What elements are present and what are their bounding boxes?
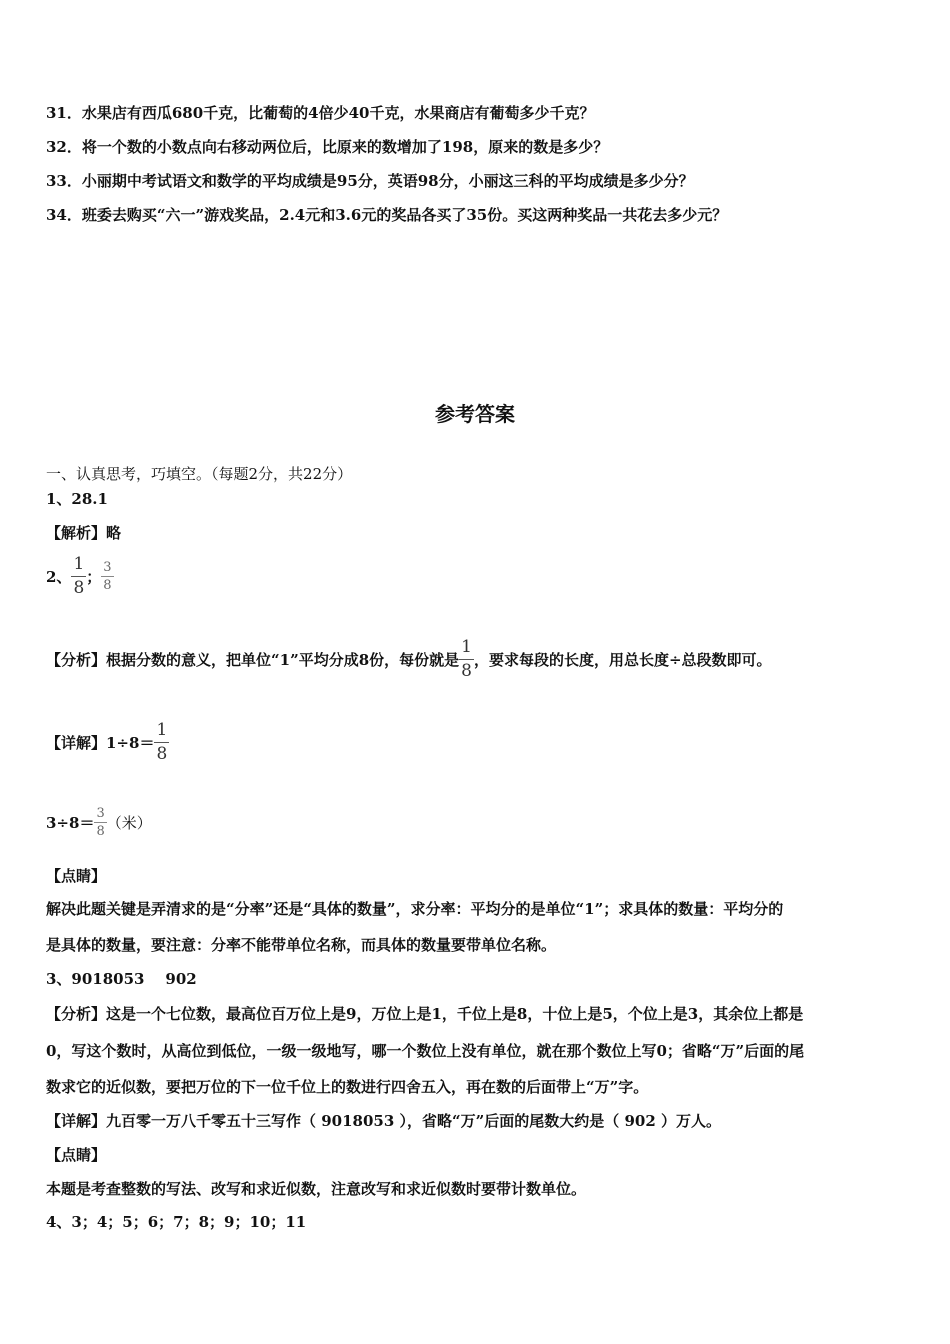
- fraction-numerator: 3: [103, 560, 112, 575]
- fraction-bar: [459, 659, 474, 660]
- fraction-denominator: 8: [156, 744, 168, 764]
- answer-2-key-line-2: 是具体的数量，要注意：分率不能带单位名称，而具体的数量要带单位名称。: [46, 936, 557, 954]
- answer-2-step-2: [46, 807, 152, 838]
- question-31: 31．水果店有西瓜680千克，比葡萄的4倍少40千克，水果商店有葡萄多少千克？: [46, 104, 595, 122]
- answer-2-step-2-fraction: [94, 807, 106, 838]
- fraction-numerator: 1: [73, 554, 85, 574]
- answer-3-key-text: 本题是考查整数的写法、改写和求近似数，注意改写和求近似数时要带计数单位。: [46, 1180, 587, 1198]
- answer-2-fraction-1: [71, 556, 86, 597]
- answer-2-detail: [46, 722, 169, 763]
- fraction-numerator: 1: [461, 637, 472, 657]
- answer-1-label: 1、28.1: [46, 490, 108, 508]
- fraction-bar: [101, 576, 113, 577]
- answer-2-analysis-after: ，要求每段的长度，用总长度÷总段数即可。: [473, 651, 772, 669]
- answer-2-fraction-2: [101, 561, 113, 592]
- answer-3-analysis-line-1: 【分析】这是一个七位数，最高位百万位上是9，万位上是1，千位上是8，十位上是5，个位上是3，其余位上都是: [46, 1005, 804, 1023]
- answer-3-key-label: 【点睛】: [46, 1146, 107, 1164]
- fraction-denominator: 8: [96, 824, 105, 839]
- answer-2-detail-text: 【详解】1÷8＝: [46, 734, 155, 752]
- answer-2-key-label: 【点睛】: [46, 867, 107, 885]
- answer-2-label: [46, 556, 114, 597]
- answer-2-separator: ；: [86, 568, 102, 586]
- answer-2-detail-fraction: [154, 722, 169, 763]
- answer-2-analysis-fraction: [459, 639, 474, 680]
- fraction-bar: [154, 742, 169, 743]
- fraction-numerator: 1: [156, 720, 168, 740]
- answer-4-label: 4、3；4；5；6；7；8；9；10；11: [46, 1213, 307, 1231]
- answer-3-label: 3、9018053 902: [46, 970, 197, 988]
- answer-2-step-2-unit: （米）: [106, 814, 152, 832]
- fraction-denominator: 8: [103, 578, 112, 593]
- answer-1-analysis: 【解析】略: [46, 524, 122, 542]
- answer-3-analysis-line-3: 数求它的近似数，要把万位的下一位千位上的数进行四舍五入，再在数的后面带上“万”字。: [46, 1078, 649, 1096]
- question-32: 32．将一个数的小数点向右移动两位后，比原来的数增加了198，原来的数是多少？: [46, 138, 609, 156]
- question-33: 33．小丽期中考试语文和数学的平均成绩是95分，英语98分，小丽这三科的平均成绩是多少分？: [46, 172, 694, 190]
- fraction-bar: [94, 822, 106, 823]
- answer-2-step-2-text: 3÷8＝: [46, 814, 95, 832]
- section-heading: 一、认真思考，巧填空。（每题2分，共22分）: [46, 465, 353, 483]
- answer-3-detail: 【详解】九百零一万八千零五十三写作（ 9018053 ），省略“万”后面的尾数大约是（ 902 ）万人。: [46, 1112, 722, 1130]
- question-34: 34．班委去购买“六一”游戏奖品，2.4元和3.6元的奖品各买了35份。买这两种奖品一共花去多少元？: [46, 206, 728, 224]
- fraction-bar: [71, 576, 86, 577]
- fraction-denominator: 8: [73, 578, 85, 598]
- answer-2-key-line-1: 解决此题关键是弄清求的是“分率”还是“具体的数量”，求分率：平均分的是单位“1”；求具体的数量：平均分的: [46, 900, 784, 918]
- answers-title: 参考答案: [435, 402, 515, 426]
- answer-3-analysis-line-2: 0，写这个数时，从高位到低位，一级一级地写，哪一个数位上没有单位，就在那个数位上写0；省略“万”后面的尾: [46, 1042, 805, 1060]
- answer-2-prefix: 2、: [46, 568, 72, 586]
- fraction-denominator: 8: [461, 661, 472, 681]
- fraction-numerator: 3: [96, 806, 105, 821]
- answer-2-analysis: [46, 639, 772, 680]
- answer-2-analysis-before: 【分析】根据分数的意义，把单位“1”平均分成8份，每份就是: [46, 651, 460, 669]
